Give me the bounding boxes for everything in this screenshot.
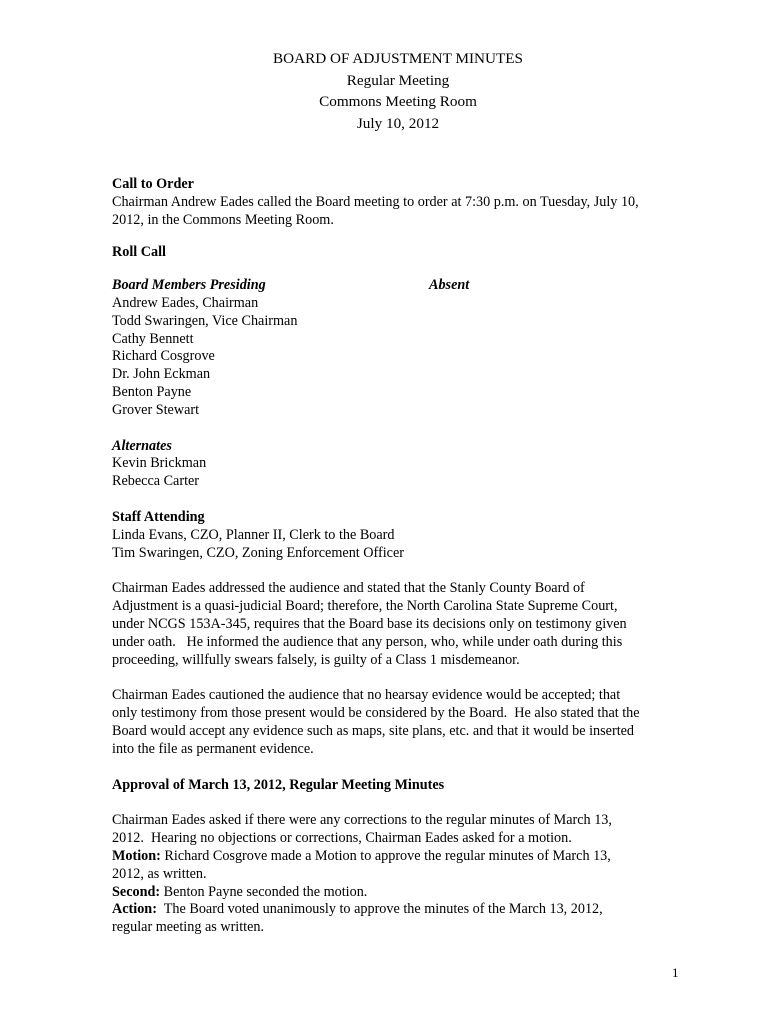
board-member: Benton Payne <box>112 383 192 400</box>
action-line <box>112 901 692 919</box>
page-number: 1 <box>672 965 679 980</box>
evidence-paragraph <box>112 687 692 758</box>
roll-call-columns <box>112 277 692 295</box>
paragraph-line: into the file as permanent evidence. <box>112 740 314 757</box>
second-label: Second: <box>112 883 161 900</box>
staff-member: Tim Swaringen, CZO, Zoning Enforcement Officer <box>112 544 404 561</box>
paragraph-line: 2012, as written. <box>112 865 207 882</box>
call-to-order-line: 2012, in the Commons Meeting Room. <box>112 211 334 228</box>
meeting-date: July 10, 2012 <box>356 114 440 132</box>
approval-heading: Approval of March 13, 2012, Regular Meeting Minutes <box>112 776 445 793</box>
paragraph-line: Adjustment is a quasi-judicial Board; therefore, the North Carolina State Supreme Court, <box>112 598 618 615</box>
paragraph-line: Board would accept any evidence such as maps, site plans, etc. and that it would be inserted <box>112 722 635 739</box>
presiding-heading: Board Members Presiding <box>112 277 266 294</box>
board-member: Todd Swaringen, Vice Chairman <box>112 312 298 329</box>
document-title: BOARD OF ADJUSTMENT MINUTES <box>273 50 523 67</box>
paragraph-line: under NCGS 153A-345, requires that the Board base its decisions only on testimony given <box>112 615 627 632</box>
alternate-member: Kevin Brickman <box>112 455 207 472</box>
paragraph-line: regular meeting as written. <box>112 919 265 936</box>
action-label: Action: <box>112 901 157 918</box>
paragraph-line: under oath. He informed the audience that any person, who, while under oath during this <box>112 633 623 650</box>
call-to-order-line: Chairman Andrew Eades called the Board meeting to order at 7:30 p.m. on Tuesday, July 10, <box>112 193 639 210</box>
alternate-member: Rebecca Carter <box>112 473 200 490</box>
second-text: Benton Payne seconded the motion. <box>160 883 368 900</box>
meeting-type: Regular Meeting <box>346 71 450 89</box>
paragraph-line: Chairman Eades cautioned the audience that no hearsay evidence would be accepted; that <box>112 687 621 704</box>
call-to-order-heading: Call to Order <box>112 176 194 192</box>
paragraph-line: Chairman Eades addressed the audience and stated that the Stanly County Board of <box>112 580 585 597</box>
paragraph-line: Chairman Eades asked if there were any corrections to the regular minutes of March 13, <box>112 812 612 829</box>
board-member: Grover Stewart <box>112 401 200 418</box>
paragraph-line: 2012. Hearing no objections or corrections, Chairman Eades asked for a motion. <box>112 830 572 847</box>
minutes-header <box>0 48 770 134</box>
board-member: Dr. John Eckman <box>112 366 211 383</box>
motion-text: Richard Cosgrove made a Motion to approve the regular minutes of March 13, <box>160 847 611 864</box>
board-member: Andrew Eades, Chairman <box>112 294 259 311</box>
alternates-heading: Alternates <box>112 437 172 454</box>
action-text: The Board voted unanimously to approve the minutes of the March 13, 2012, <box>156 901 603 918</box>
opening-statement-paragraph <box>112 580 692 669</box>
roll-call-heading: Roll Call <box>112 244 166 261</box>
approval-paragraph <box>112 812 692 937</box>
board-member: Richard Cosgrove <box>112 348 215 365</box>
motion-line <box>112 848 692 866</box>
minutes-body <box>112 176 692 937</box>
staff-heading: Staff Attending <box>112 508 205 525</box>
meeting-location: Commons Meeting Room <box>319 93 477 110</box>
motion-label: Motion: <box>112 847 161 864</box>
second-line <box>112 884 692 902</box>
paragraph-line: proceeding, willfully swears falsely, is guilty of a Class 1 misdemeanor. <box>112 651 520 668</box>
board-member: Cathy Bennett <box>112 330 194 347</box>
paragraph-line: only testimony from those present would be considered by the Board. He also stated that the <box>112 705 640 722</box>
staff-member: Linda Evans, CZO, Planner II, Clerk to the Board <box>112 526 395 543</box>
absent-heading: Absent <box>429 277 470 294</box>
